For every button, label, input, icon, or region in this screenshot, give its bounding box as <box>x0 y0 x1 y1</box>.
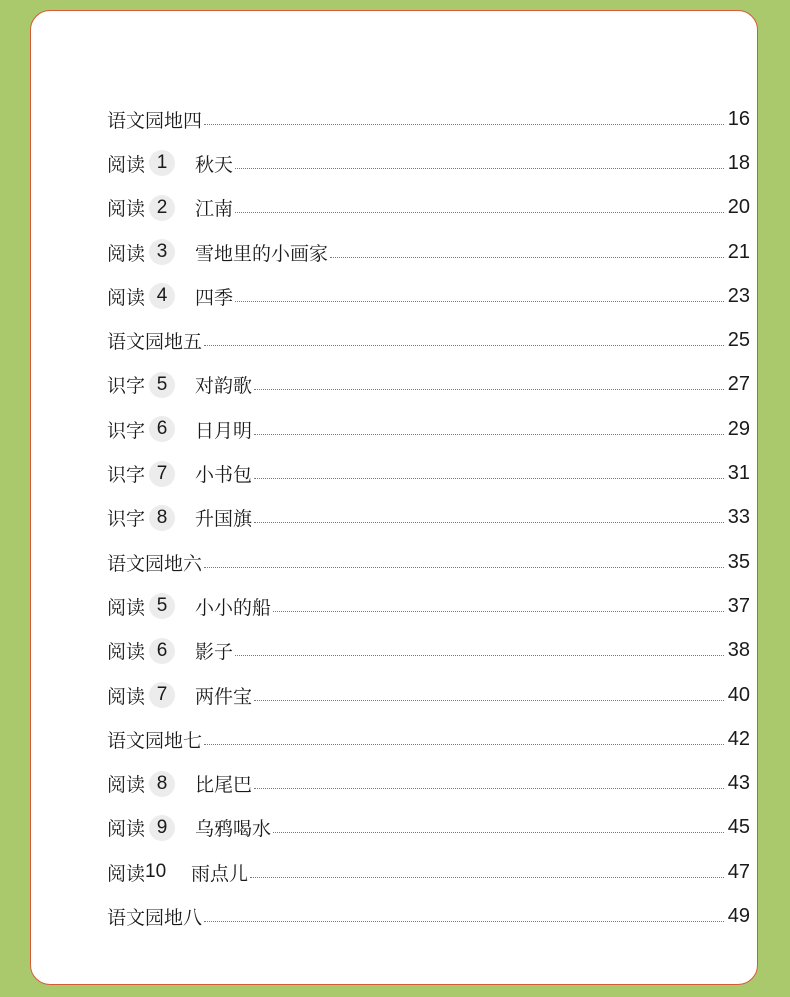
toc-lesson-type: 阅读 <box>107 685 146 708</box>
toc-row[interactable] <box>107 496 750 540</box>
table-of-contents <box>107 97 750 939</box>
contents-card <box>30 10 758 985</box>
toc-row[interactable] <box>107 806 750 850</box>
toc-page-number: 23 <box>727 284 750 307</box>
toc-lesson-type: 识字 <box>107 419 146 442</box>
toc-title: 语文园地五 <box>107 331 203 354</box>
dot-leader <box>254 478 724 479</box>
toc-lesson-type: 识字 <box>107 464 146 487</box>
toc-lesson-number: 3 <box>149 239 175 265</box>
toc-row[interactable] <box>107 230 750 274</box>
toc-page-number: 20 <box>727 196 750 219</box>
toc-row[interactable] <box>107 761 750 805</box>
toc-page-number: 29 <box>727 417 750 440</box>
toc-title: 语文园地八 <box>107 906 203 929</box>
toc-lesson-type: 阅读 <box>107 641 146 664</box>
toc-page-number: 43 <box>727 772 750 795</box>
dot-leader <box>235 168 724 169</box>
toc-lesson-type: 识字 <box>107 508 146 531</box>
toc-page-number: 40 <box>727 683 750 706</box>
toc-row[interactable] <box>107 451 750 495</box>
dot-leader <box>254 700 724 701</box>
toc-lesson-number: 7 <box>149 461 175 487</box>
toc-row[interactable] <box>107 363 750 407</box>
toc-lesson-type: 阅读 <box>107 198 146 221</box>
toc-page-number: 49 <box>727 904 750 927</box>
toc-row[interactable] <box>107 274 750 318</box>
toc-title: 小书包 <box>195 464 253 487</box>
toc-lesson-type: 阅读 <box>107 286 146 309</box>
toc-page-number: 47 <box>727 860 750 883</box>
toc-title: 影子 <box>195 641 234 664</box>
toc-lesson-number: 5 <box>149 372 175 398</box>
toc-lesson-number: 6 <box>149 416 175 442</box>
dot-leader <box>204 921 724 922</box>
dot-leader <box>250 877 724 878</box>
toc-page-number: 38 <box>727 639 750 662</box>
toc-row[interactable] <box>107 407 750 451</box>
toc-row[interactable] <box>107 894 750 938</box>
toc-page-number: 33 <box>727 506 750 529</box>
toc-lesson-number: 8 <box>149 505 175 531</box>
toc-lesson-type: 阅读 <box>107 242 146 265</box>
toc-lesson-type: 识字 <box>107 375 146 398</box>
toc-page-number: 21 <box>727 240 750 263</box>
toc-lesson-number: 4 <box>149 283 175 309</box>
toc-title: 对韵歌 <box>195 375 253 398</box>
toc-lesson-number: 1 <box>149 150 175 176</box>
toc-page-number: 16 <box>727 107 750 130</box>
toc-lesson-type: 阅读 <box>107 818 146 841</box>
toc-page-number: 31 <box>727 462 750 485</box>
toc-row[interactable] <box>107 186 750 230</box>
dot-leader <box>330 257 724 258</box>
dot-leader <box>254 522 724 523</box>
toc-page-number: 18 <box>727 151 750 174</box>
toc-page-number: 37 <box>727 594 750 617</box>
toc-lesson-number: 9 <box>149 815 175 841</box>
toc-row[interactable] <box>107 629 750 673</box>
toc-title: 比尾巴 <box>195 774 253 797</box>
toc-row[interactable] <box>107 717 750 761</box>
toc-page-number: 45 <box>727 816 750 839</box>
dot-leader <box>254 434 724 435</box>
dot-leader <box>204 345 724 346</box>
toc-page-number: 35 <box>727 550 750 573</box>
toc-lesson-number: 5 <box>149 593 175 619</box>
toc-title: 乌鸦喝水 <box>195 818 272 841</box>
toc-lesson-type: 阅读 <box>107 862 146 885</box>
dot-leader <box>235 301 724 302</box>
toc-lesson-number: 8 <box>149 771 175 797</box>
toc-lesson-type: 阅读 <box>107 153 146 176</box>
toc-title: 语文园地七 <box>107 729 203 752</box>
dot-leader <box>254 389 724 390</box>
dot-leader <box>204 744 724 745</box>
toc-row[interactable] <box>107 850 750 894</box>
toc-row[interactable] <box>107 318 750 362</box>
dot-leader <box>204 124 724 125</box>
toc-lesson-number: 6 <box>149 638 175 664</box>
toc-title: 雪地里的小画家 <box>195 242 329 265</box>
toc-page-number: 27 <box>727 373 750 396</box>
toc-title: 语文园地四 <box>107 109 203 132</box>
toc-lesson-type: 阅读 <box>107 774 146 797</box>
toc-lesson-number: 10 <box>145 861 167 883</box>
toc-title: 升国旗 <box>195 508 253 531</box>
toc-title: 两件宝 <box>195 685 253 708</box>
dot-leader <box>204 567 724 568</box>
toc-title: 小小的船 <box>195 596 272 619</box>
toc-title: 江南 <box>195 198 234 221</box>
toc-page-number: 42 <box>727 727 750 750</box>
dot-leader <box>254 788 724 789</box>
toc-row[interactable] <box>107 97 750 141</box>
toc-lesson-number: 7 <box>149 682 175 708</box>
dot-leader <box>235 655 724 656</box>
toc-title: 日月明 <box>195 419 253 442</box>
toc-title: 语文园地六 <box>107 552 203 575</box>
toc-row[interactable] <box>107 673 750 717</box>
toc-page-number: 25 <box>727 329 750 352</box>
dot-leader <box>273 832 724 833</box>
toc-lesson-type: 阅读 <box>107 596 146 619</box>
dot-leader <box>235 212 724 213</box>
toc-row[interactable] <box>107 540 750 584</box>
toc-row[interactable] <box>107 584 750 628</box>
toc-title: 雨点儿 <box>191 862 249 885</box>
toc-row[interactable] <box>107 141 750 185</box>
dot-leader <box>273 611 724 612</box>
toc-title: 秋天 <box>195 153 234 176</box>
toc-title: 四季 <box>195 286 234 309</box>
toc-lesson-number: 2 <box>149 195 175 221</box>
